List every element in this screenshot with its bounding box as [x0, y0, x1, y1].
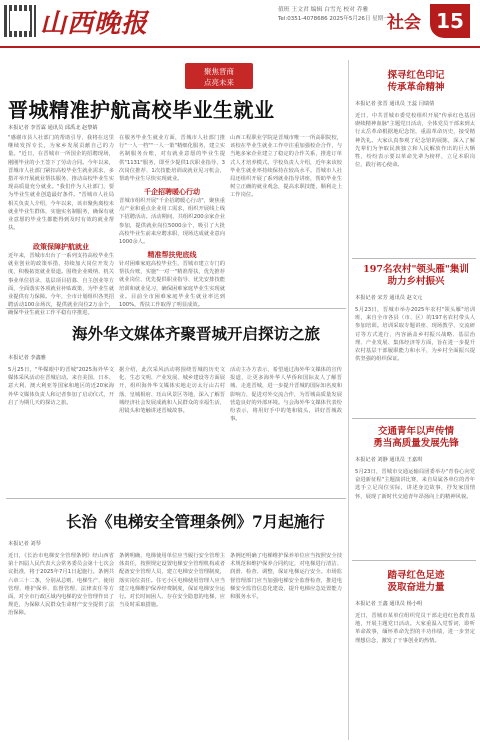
column-divider [348, 60, 349, 740]
sidebar-story3-title: 交通青年以声传情 勇当高质量发展先锋 [373, 426, 459, 449]
sidebar-story2-text: 5月23日，晋城市举办2025年农村"领头雁"培训班，来自全市各县（市、区）的197名农村带头人参加培训。培训采取专题讲座、现场教学、交流研讨等方式进行，内容涵盖乡村振兴战略、基层治理、产业发展、集体经济等方面，旨在进一步提升农村基层干部履职能力和水平，为乡村全面振兴提供坚强的组织保证。 [355, 307, 475, 363]
article1-col3: 山西工程职业学院是晋城市唯一一所高职院校，该校在毕业生就业工作中注重加强校企合作，与当地多家企业建立了稳定的合作关系，推进订单式人才培养模式。学校负责人介绍，近年来该校毕业生就业率持续保持在较高水平。晋城市人社局还组织开展了系列就业指导讲座，帮助毕业生树立正确的就业观念，提高求职技能，顺利走上工作岗位。 [230, 135, 342, 199]
article3-col1: 近日，《长治市电梯安全管理条例》经山西省第十四届人民代表大会常务委员会第十七次会议批准，将于2025年7月1日起施行。条例共六章三十二条，分别从总则、电梯生产、使用管理、维护保养、监督管理、法律责任等方面，对全市行政区域内电梯的安全管理作出了规范，为保障人民群众生命财产安全提供了法治保障。 [8, 553, 114, 617]
sidebar-story3-byline: 本报记者 刘静 通讯员 王嘉琪 [355, 457, 423, 463]
page-number: 15 [430, 4, 470, 38]
article3-col3: 条例还明确了电梯维护保养单位应当按照安全技术规范和维护保养合同约定，对电梯进行清洁、润滑、检查、调整，保证电梯运行安全。市场监督管理部门应当加强电梯安全监督检查，推进电梯安全监管信息化建设，提升电梯应急处置能力和服务水平。 [230, 553, 342, 601]
sidebar-story1-text: 近日，中共晋城市委党校组织开展"传承红色基因 赓续精神血脉"主题党日活动，全体党员干部来到太行太岳革命根据地纪念馆，重温革命历史，接受精神洗礼。大家认真参观了纪念馆的展陈，深入了解先辈们为争取民族独立和人民解放作出的巨大牺牲，纷纷表示要以革命先辈为榜样，立足本职岗位，践行初心使命。 [355, 113, 475, 169]
qr-code-icon [4, 5, 36, 37]
article1-headline: 晋城精准护航高校毕业生就业 [8, 98, 275, 122]
article2-byline: 本报记者 李鑫雅 [8, 355, 46, 361]
subhead-recruit: 千企招聘暖心行动 [144, 188, 200, 196]
sidebar-story4-text: 近日，晋城市某单位组织党员干部走进红色教育基地，开展主题党日活动。大家重温入党誓词，聆听革命故事，缅怀革命先烈的丰功伟绩，进一步坚定理想信念，激发了干事创业的热情。 [355, 613, 475, 644]
subhead-assist: 精准帮扶兜底线 [147, 251, 197, 259]
article-divider [6, 498, 346, 499]
article1-col2c: 针对困难家庭高校毕业生，晋城市建立专门的帮扶台账，实施"一对一"精准帮扶，优先推荐就业岗位、优先提供职业指导、优先安排技能培训和就业见习，确保困难家庭毕业生实现就业。目前全市困难家庭毕业生就业率达到100%，帮扶工作取得了明显成效。 [119, 261, 225, 309]
sidebar-story1-byline: 本报记者 张晋 通讯员 王蕊 闫瑞倩 [355, 101, 435, 107]
article1-col2b: 晋城市组织开展"千企招聘暖心行动"，聚焦重点产业和重点企业用工需求，组织开展线上线下招聘活动。活动期间，共组织200余家企业参加，提供就业岗位5000余个，吸引了大批高校毕业生前来应聘求职，现场达成就业意向1000余人。 [119, 198, 225, 246]
sidebar-story4-byline: 本报记者 王鑫 通讯员 杨小明 [355, 601, 423, 607]
sidebar-divider [352, 560, 476, 561]
sidebar-story1-title: 探寻红色印记 传承革命精神 [387, 70, 445, 93]
editor-line: 值班 王文君 编辑 白雪光 校对 乔雅 [278, 7, 369, 13]
article1-col2: 在服务毕业生就业方面，晋城市人社部门推行"一人一档""一人一策"精细化服务，建立实名制服务台账，对有就业意愿的毕业生提供"1131"服务，即至少提供1次职业指导、3次岗位推荐、1次技能培训或就业见习机会，帮助毕业生尽快实现就业。 [119, 135, 225, 183]
sidebar-story2-byline: 本报记者 宋芳 通讯员 赵文元 [355, 295, 423, 301]
article2-headline: 海外华文媒体齐聚晋城开启探访之旅 [72, 324, 321, 343]
sidebar-story2-title: 197名农村"领头雁"集训 助力乡村振兴 [363, 264, 469, 287]
article1-byline: 本报记者 李晋霖 通讯员 邱禹北 赵黎婧 [8, 125, 98, 131]
article2-col3: 活动主办方表示，希望通过海外华文媒体的宣传报道，让更多海外华人华侨和国际友人了解晋城、走进晋城，进一步提升晋城的国际知名度和影响力，促进对外交流合作，为晋城高质量发展营造良好的外部环境。与会海外华文媒体代表纷纷表示，将用好手中的笔和镜头，讲好晋城故事。 [230, 367, 342, 423]
kicker-badge: 聚焦晋商 点亮未来 [185, 63, 253, 89]
article3-col2: 条例明确，电梯使用单位应当履行安全管理主体责任，按照规定设置电梯安全管理机构或者配备安全管理人员，建立电梯安全管理制度，落实岗位责任。住宅小区电梯使用管理人应当建立电梯维护保养经费制度，保证电梯安全运行。对长时间困人、存在安全隐患的电梯，应当及时采取措施。 [119, 553, 225, 609]
article1-col1: "感谢市县人社部门的帮助引导，我将在这里继续发挥专长，为家乡发展贡献自己的力量。"近日，在晋城市一所国企的招聘现场，刚刚毕业的小王签下了劳动合同。今年以来，晋城市人社部门紧扣高校毕业生就业需求，多措并举开展就业帮扶服务，推动高校毕业生实现高质量充分就业。"我们作为人社部门，要为毕业生就业创造最好条件。"晋城市人社局相关负责人介绍，今年以来，该市聚焦离校未就业毕业生群体，实施实名制服务，确保有就业意愿的毕业生都能得到及时有效的就业帮扶。 [8, 135, 114, 232]
date-line: Tel:0351-4078686 2025年5月26日 星期一 [278, 16, 389, 22]
sidebar-story3-text: 5月23日，晋城市交通运输局团委举办"青春心向党 奋进新征程"主题演讲比赛，来自局属各单位的青年选手立足岗位实际，讲述身边故事，抒发家国情怀，展现了新时代交通青年昂扬向上的精神风貌。 [355, 469, 475, 500]
subhead-policy: 政策保障护航就业 [33, 243, 89, 251]
newspaper-logo: 山西晚报 [40, 9, 149, 39]
masthead-info [278, 6, 389, 24]
section-name: 社会 [387, 13, 421, 33]
sidebar-divider [352, 418, 476, 419]
article2-col1: 5月25日，"华媒眼中的晋城"2025海外华文媒体采风活动在晋城启动。来自美国、日本、意大利、澳大利亚等国家和地区的近20家海外华文媒体负责人和记者参加了启动仪式，开启了为期几天的探访之旅。 [8, 367, 114, 406]
article1-col1b: 近年来，晋城市出台了一系列支持高校毕业生就业创业的政策举措，持续加大岗位开发力度，积极拓宽就业渠道。围绕企业吸纳、机关事业单位招录、基层项目招募、自主创业等方面，全面落实各项就业补贴政策，为毕业生就业提供有力保障。今年，全市计划组织各类招聘活动100余场次，提供就业岗位2万余个，确保毕业生就业工作平稳有序推进。 [8, 253, 114, 317]
article3-byline: 本报记者 刘琴 [8, 541, 41, 547]
masthead [0, 0, 480, 48]
sidebar-story4-title: 踏寻红色足迹 汲取奋进力量 [387, 570, 445, 593]
sidebar-divider [352, 258, 476, 259]
article2-col2: 据介绍，此次采风活动将围绕晋城的历史文化、生态文明、产业发展、城乡建设等方面展开，组织海外华文媒体实地走访太行山古村落、皇城相府、珏山风景区等地，深入了解晋城经济社会发展成就和人民群众的幸福生活，用镜头和笔触讲述晋城故事。 [119, 367, 225, 415]
article3-headline: 长治《电梯安全管理条例》7月起施行 [66, 512, 325, 531]
